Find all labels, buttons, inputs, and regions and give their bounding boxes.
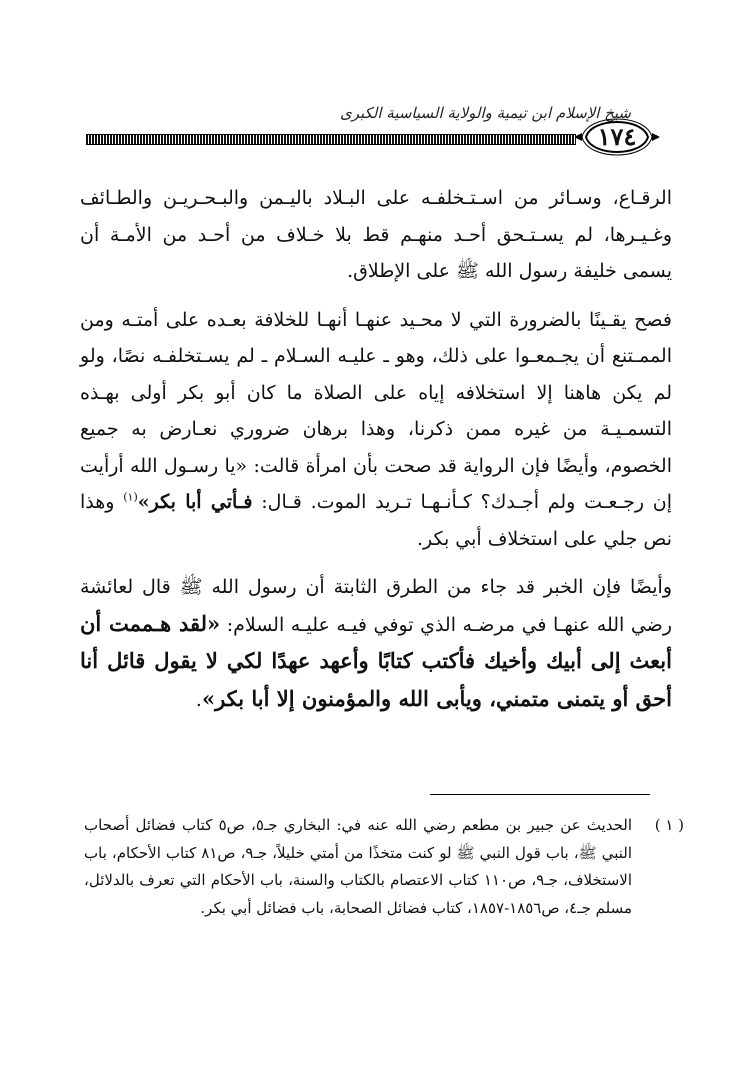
paragraph-2-bold-quote: فـأتي أبا بكر» <box>137 491 253 513</box>
paragraph-2-quote: «يا رسـول الله أرأيت إن رجـعـت ولم أجـدك؟ كـأنـهـا تـريد الموت. قـال: <box>80 454 672 513</box>
footnote-text: الحديث عن جبير بن مطعم رضي الله عنه في: البخاري جـ٥، ص٥ كتاب فضائل أصحاب النبي ﷺ، باب قول النبي ﷺ لو كنت متخذًا من أمتي خليلاً، جـ٩، ص٨١ كتاب الأحكام، باب الاستخلاف، جـ٩، ص١١٠ كتاب الاعتصام بالكتاب والسنة، باب الأحكام التي تعرف بالدلائل، مسلم جـ٤، ص١٨٥٦-١٨٥٧، كتاب فضائل الصحابة، باب فضائل أبي بكر. <box>84 816 632 917</box>
paragraph-3-text: وأيضًا فإن الخبر قد جاء من الطرق الثابتة أن رسول الله ﷺ قال لعائشة رضي الله عنهـا في مرضـه الذي توفي فيـه عليـه السلام: <box>80 576 672 636</box>
paragraph-2-end: وهذا نص جلي على استخلاف أبي بكر. <box>80 491 672 550</box>
paragraph-1: الرقـاع، وسـائر من اسـتـخلفـه على البـلاد باليـمن والبـحـريـن والطـائف وغـيـرها، لم يسـتـحق أحـد منهـم قط بلا خـلاف من أحـد من الأمـة أن يسمى خليفة رسول الله ﷺ على الإطلاق. <box>80 187 672 282</box>
running-header-title: شيخ الإسلام ابن تيمية والولاية السياسية الكبرى <box>339 104 631 122</box>
paragraph-3 <box>80 569 672 718</box>
paragraph-2-text: فصح يقـينًا بالضرورة التي لا محـيد عنهـا أنهـا للخلافة بعـده على أمتـه ومن الممـتنع أن يجـمعـوا على ذلك، وهو ـ عليـه السـلام ـ لم يسـتخلفـه نصًا، ولو لم يكن هاهنا إلا استخلافه إياه على الصلاة ما كان أبو بكر أولى بهـذه التسمـيـة من غيره ممن ذكرنا، وهذا برهان ضروري نعـارض به جميع الخصوم، وأيضًا فإن الرواية قد صحت بأن امرأة قالت: <box>80 308 672 477</box>
paragraph-3-end: . <box>195 688 202 711</box>
footnote-reference[interactable]: (١) <box>123 490 138 504</box>
footnote <box>84 812 684 922</box>
footnote-marker: ( ١ ) <box>654 816 684 834</box>
paragraph-3-bold-quote: «لقد هـممت أن أبعث إلى أبيك وأخيك فأكتب كتابًا وأعهد عهدًا لكي لا يقول قائل أنا أحق أو يتمنى متمني، ويأبى الله والمؤمنون إلا أبا بكر» <box>80 610 672 711</box>
page-number: ١٧٤ <box>597 122 637 151</box>
footnote-separator <box>430 794 650 795</box>
main-text <box>80 180 672 718</box>
header-rule <box>86 134 576 145</box>
paragraph-2 <box>80 302 672 558</box>
